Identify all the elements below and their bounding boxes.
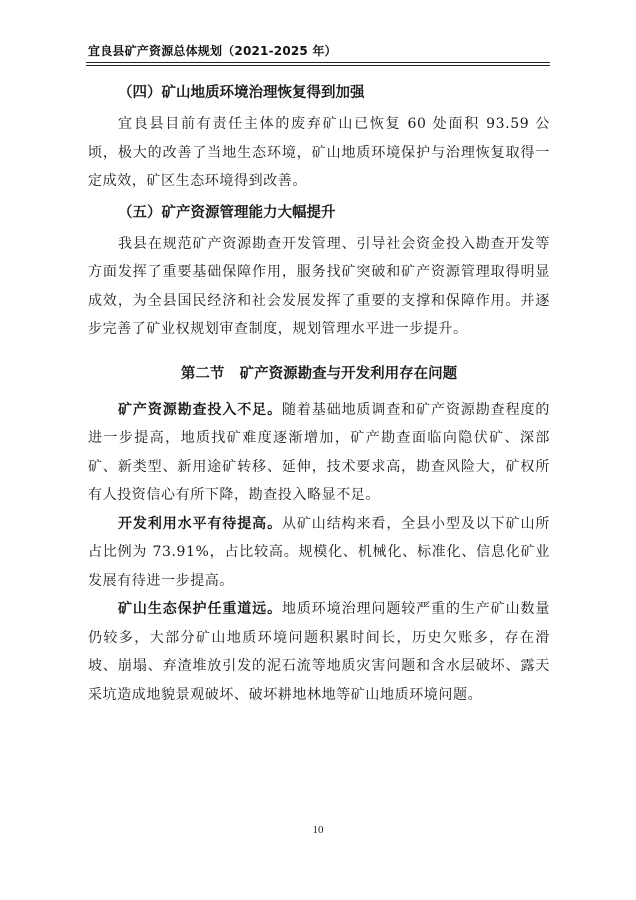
section-title: 第二节 矿产资源勘查与开发利用存在问题 <box>180 365 458 382</box>
paragraph-management-capacity: 我县在规范矿产资源勘查开发管理、引导社会资金投入勘查开发等方面发挥了重要基础保障作用，服务找矿突破和矿产资源管理取得明显成效，为全县国民经济和社会发展发挥了重要的支撑和保障作用。并逐步完善了矿业权规划审查制度，规划管理水平进一步提升。 <box>88 235 550 337</box>
header-rule-thin <box>86 62 550 63</box>
paragraph-lead: 矿山生态保护任重道远。 <box>118 601 282 617</box>
subheading-5: （五）矿产资源管理能力大幅提升 <box>118 204 336 221</box>
paragraph-environment-restoration: 宜良县目前有责任主体的废弃矿山已恢复 60 处面积 93.59 公顷，极大的改善了当地生态环境，矿山地质环境保护与治理恢复取得一定成效，矿区生态环境得到改善。 <box>88 116 550 189</box>
subheading-4: （四）矿山地质环境治理恢复得到加强 <box>118 85 365 101</box>
paragraph-utilization-level <box>88 510 550 596</box>
header-rule-thick <box>86 65 550 66</box>
paragraph-lead: 开发利用水平有待提高。 <box>118 515 282 532</box>
paragraph-ecological-protection <box>88 595 550 709</box>
paragraph-lead: 矿产资源勘查投入不足。 <box>118 401 282 418</box>
running-header: 宜良县矿产资源总体规划（2021-2025 年） <box>88 44 337 58</box>
page-body <box>88 76 550 709</box>
paragraph-body: 从矿山结构来看，全县小型及以下矿山所占比例为 73.91%，占比较高。规模化、机械化、标准化、信息化矿业发展有待进一步提高。 <box>88 515 550 589</box>
paragraph-body: 地质环境治理问题较严重的生产矿山数量仍较多，大部分矿山地质环境问题积累时间长，历史欠账多，存在滑坡、崩塌、弃渣堆放引发的泥石流等地质灾害问题和含水层破坏、露天采坑造成地貌景观破坏、破坏耕地林地等矿山地质环境问题。 <box>88 601 550 703</box>
page-number: 10 <box>312 824 324 836</box>
paragraph-exploration-investment <box>88 396 550 510</box>
paragraph-body: 随着基础地质调查和矿产资源勘查程度的进一步提高，地质找矿难度逐渐增加，矿产勘查面临向隐伏矿、深部矿、新类型、新用途矿转移、延伸，技术要求高，勘查风险大，矿权所有人投资信心有所下降，勘查投入略显不足。 <box>88 401 550 503</box>
